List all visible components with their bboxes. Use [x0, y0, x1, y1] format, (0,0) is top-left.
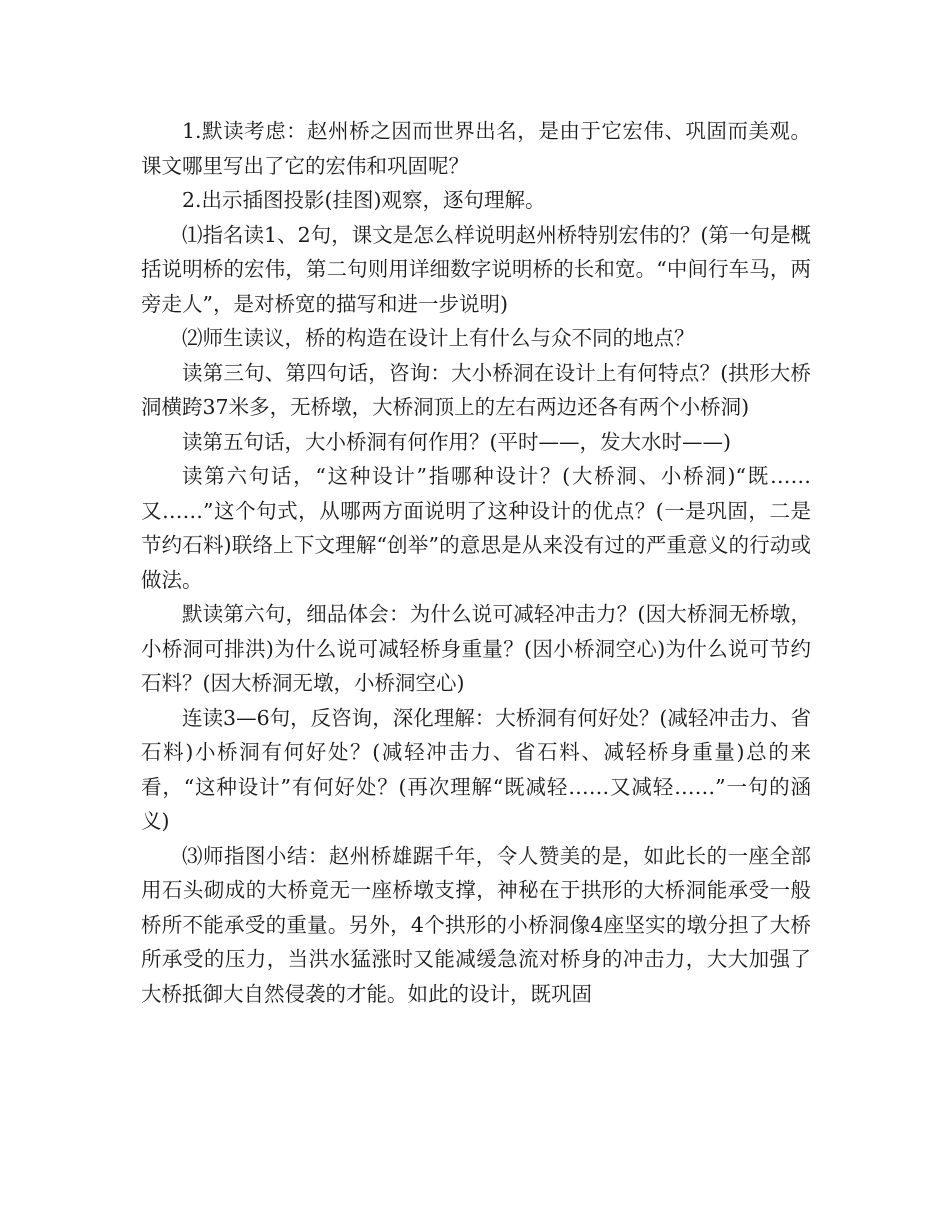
paragraph-3: ⑴指名读1、2句，课文是怎么样说明赵州桥特别宏伟的？(第一句是概括说明桥的宏伟，第二句则用详细数字说明桥的长和宽。“中间行车马，两旁走人”，是对桥宽的描写和进一步说明): [141, 222, 811, 316]
paragraph-1: 1.默读考虑：赵州桥之因而世界出名，是由于它宏伟、巩固而美观。课文哪里写出了它的宏伟和巩固呢？: [141, 119, 811, 178]
paragraph-9: 连读3—6句，反咨询，深化理解：大桥洞有何好处？(减轻冲击力、省石料)小桥洞有何好处？(减轻冲击力、省石料、减轻桥身重量)总的来看，“这种设计”有何好处？(再次理解“既减轻……又减轻……”一句的涵义): [141, 705, 811, 833]
paragraph-6: 读第五句话，大小桥洞有何作用？(平时——，发大水时——): [182, 429, 731, 454]
document-body: [141, 114, 811, 1011]
paragraph-7: 读第六句话，“这种设计”指哪种设计？(大桥洞、小桥洞)“既……又……”这个句式，从哪两方面说明了这种设计的优点？(一是巩固，二是节约石料)联络上下文理解“创举”的意思是从来没有过的严重意义的行动或做法。: [141, 464, 811, 592]
paragraph-8: 默读第六句，细品体会：为什么说可减轻冲击力？(因大桥洞无桥墩，小桥洞可排洪)为什么说可减轻桥身重量？(因小桥洞空心)为什么说可节约石料？(因大桥洞无墩，小桥洞空心): [141, 602, 811, 695]
paragraph-2: 2.出示插图投影(挂图)观察，逐句理解。: [182, 188, 546, 212]
paragraph-10: ⑶师指图小结：赵州桥雄踞千年，令人赞美的是，如此长的一座全部用石头砌成的大桥竟无一座桥墩支撑，神秘在于拱形的大桥洞能承受一般桥所不能承受的重量。另外，4个拱形的小桥洞像4座坚实的墩分担了大桥所承受的压力，当洪水猛涨时又能减缓急流对桥身的冲击力，大大加强了大桥抵御大自然侵袭的才能。如此的设计，既巩固: [141, 843, 811, 1006]
paragraph-4: ⑵师生读议，桥的构造在设计上有什么与众不同的地点？: [182, 326, 695, 350]
paragraph-5: 读第三句、第四句话，咨询：大小桥洞在设计上有何特点？(拱形大桥洞横跨37米多，无桥墩，大桥洞顶上的左右两边还各有两个小桥洞): [141, 360, 811, 419]
